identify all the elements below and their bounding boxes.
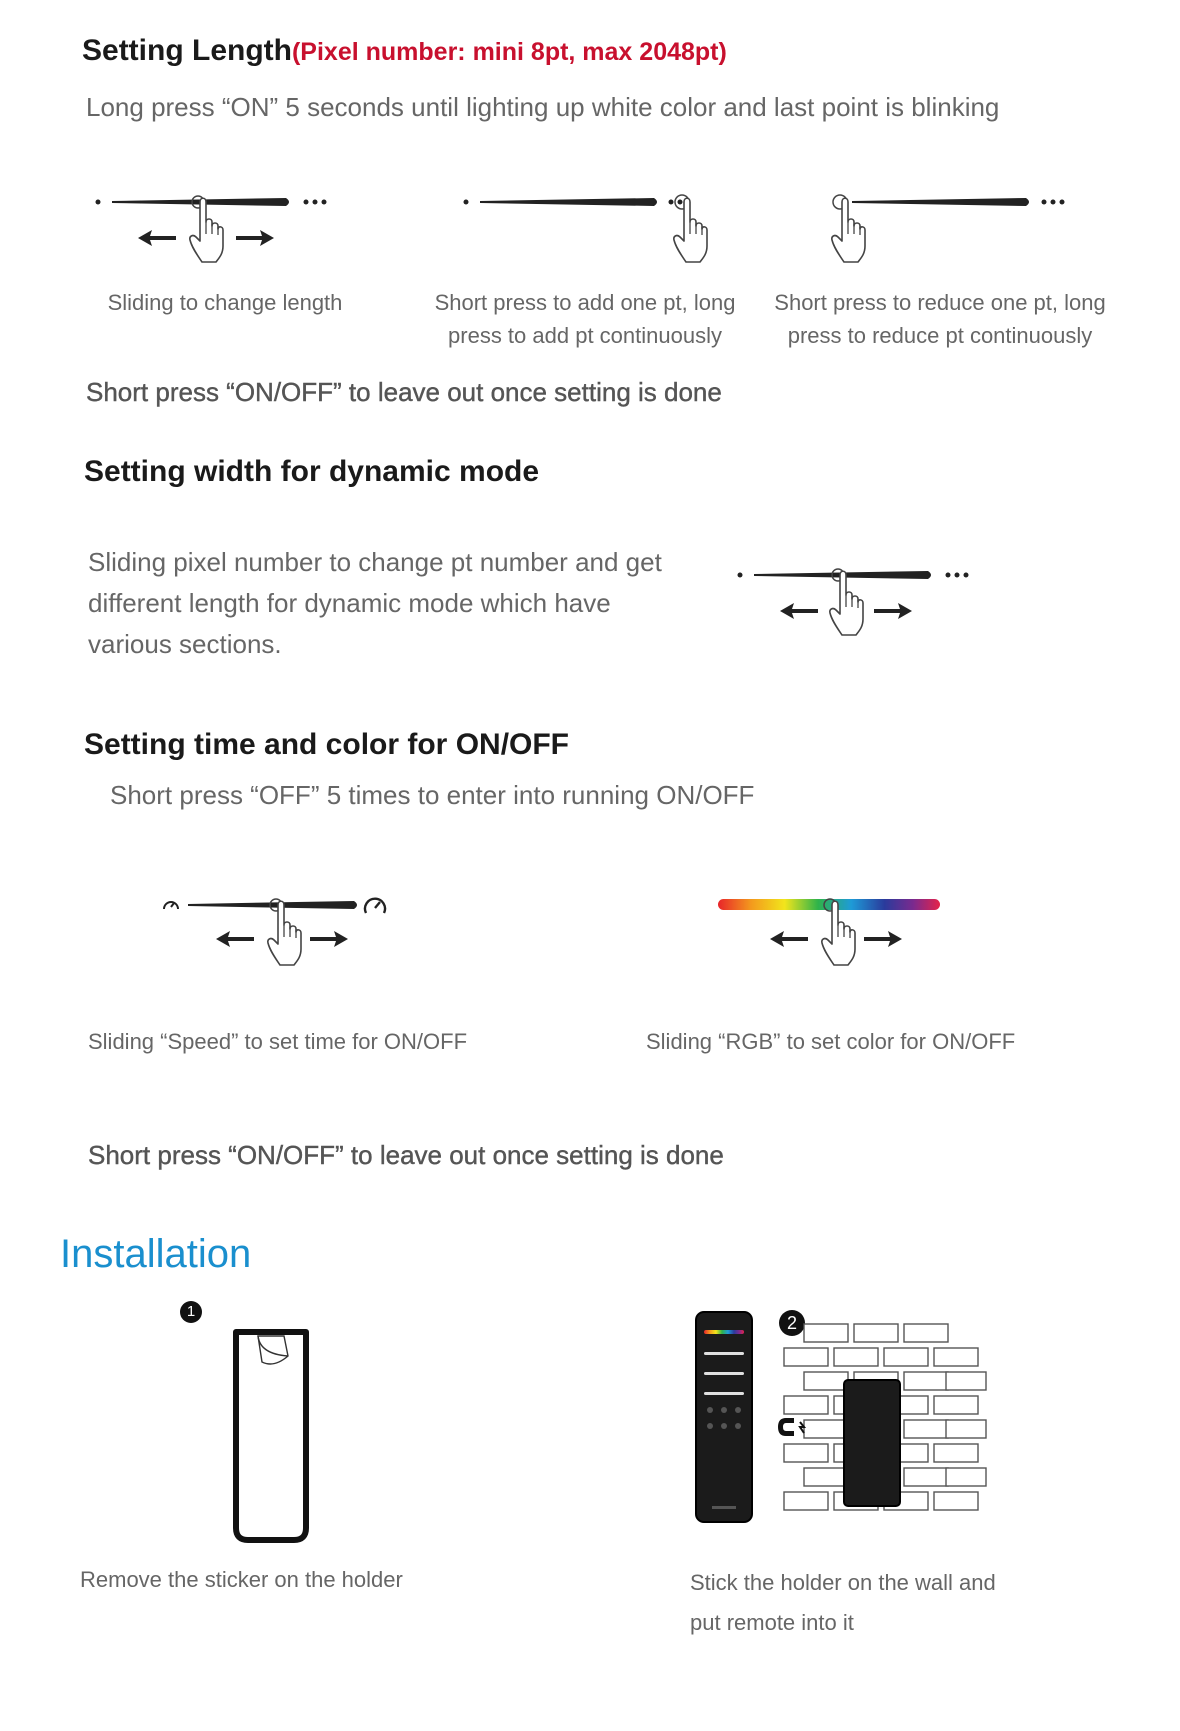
- exit-note-2: Short press “ON/OFF” to leave out once setting is done: [88, 1140, 724, 1170]
- caption-rgb: Sliding “RGB” to set color for ON/OFF: [646, 1029, 1016, 1054]
- arrow-right-icon: [864, 931, 902, 947]
- holder-on-wall-icon: [844, 1380, 900, 1506]
- magnet-icon: [776, 1414, 812, 1444]
- installation-title: Installation: [60, 1232, 252, 1276]
- caption-sliding-change-length: Sliding to change length: [107, 290, 343, 315]
- exit-note-1: Short press “ON/OFF” to leave out once setting is done: [86, 377, 722, 407]
- step-2-badge: 2: [779, 1310, 805, 1336]
- section-title-time-color: Setting time and color for ON/OFF: [84, 728, 570, 761]
- dynamic-width-paragraph: Sliding pixel number to change pt number and get different length for dynamic mode which have various sections.: [88, 547, 662, 659]
- step-1-caption: Remove the sticker on the holder: [80, 1567, 403, 1592]
- section-title-dynamic-width: Setting width for dynamic mode: [84, 455, 540, 488]
- brick-wall-icon: [784, 1320, 990, 1530]
- caption-speed: Sliding “Speed” to set time for ON/OFF: [88, 1029, 468, 1054]
- slider-figure-dynamic: [734, 563, 974, 643]
- slider-icon: [188, 901, 357, 909]
- arrow-left-icon: [216, 931, 254, 947]
- slider-figure-add-pt: [462, 190, 702, 270]
- slider-icon: [480, 198, 657, 206]
- pixel-number-note: (Pixel number: mini 8pt, max 2048pt): [291, 38, 727, 66]
- speed-slider-figure: [160, 893, 400, 973]
- arrow-left-icon: [780, 603, 818, 619]
- caption-reduce-pt: Short press to reduce one pt, long press to reduce pt continuously: [774, 290, 1106, 348]
- rgb-slider-figure: [718, 893, 958, 973]
- slider-figure-reduce-pt: [830, 190, 1070, 270]
- time-color-instruction: Short press “OFF” 5 times to enter into running ON/OFF: [110, 780, 755, 810]
- section-title-setting-length: [82, 34, 727, 68]
- arrow-left-icon: [138, 230, 176, 246]
- step-1-badge: 1: [180, 1301, 202, 1323]
- speed-gauge-icon: [164, 902, 178, 909]
- setting-length-instruction: Long press “ON” 5 seconds until lighting up white color and last point is blinking: [86, 92, 1000, 122]
- arrow-right-icon: [874, 603, 912, 619]
- start-dot-icon: [96, 200, 101, 205]
- title-text: Setting Length: [82, 34, 292, 67]
- holder-icon: [230, 1328, 310, 1546]
- step-2-caption: Stick the holder on the wall and put remote into it: [690, 1570, 996, 1635]
- rgb-gradient-bar: [718, 899, 940, 910]
- arrow-right-icon: [310, 931, 348, 947]
- slider-icon: [852, 198, 1029, 206]
- arrow-right-icon: [236, 230, 274, 246]
- slider-figure-change-length: [90, 190, 330, 270]
- caption-add-pt: Short press to add one pt, long press to add pt continuously: [434, 290, 736, 348]
- arrow-left-icon: [770, 931, 808, 947]
- remote-control-icon: [694, 1310, 758, 1526]
- speed-gauge-icon: [365, 899, 385, 913]
